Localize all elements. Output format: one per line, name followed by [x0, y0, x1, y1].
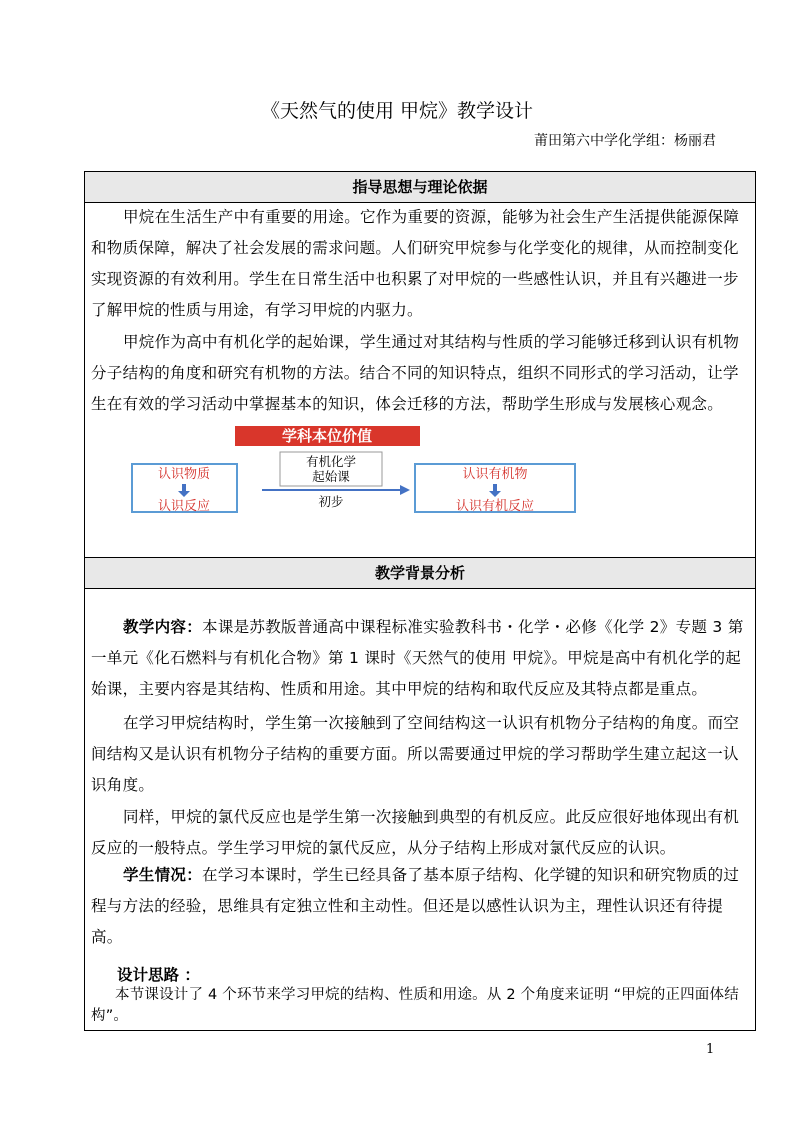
section-heading-guiding: 指导思想与理论依据: [85, 172, 755, 203]
paragraph-design: 本节课设计了 4 个环节来学习甲烷的结构、性质和用途。从 2 个角度来证明 “甲烷的正四面体结构”。: [91, 987, 739, 1024]
student-text: 在学习本课时，学生已经具备了基本原子结构、化学键的知识和研究物质的过程与方法的经验，思维具有定独立性和主动性。但还是以感性认识为主，理性认识还有待提高。: [91, 866, 740, 946]
document-title: 《天然气的使用 甲烷》教学设计: [260, 100, 534, 122]
design-table: [84, 171, 756, 1031]
banner-text: 学科本位价值: [281, 427, 373, 445]
page-number: 1: [706, 1042, 715, 1057]
right-arrow-icon: [400, 485, 410, 495]
section-heading-background: 教学背景分析: [85, 557, 755, 589]
paragraph-content: [91, 612, 749, 705]
paragraph-substitution: 同样，甲烷的氯代反应也是学生第一次接触到典型的有机反应。此反应很好地体现出有机反应的一般特点。学生学习甲烷的氯代反应，从分子结构上形成对氯代反应的认识。: [91, 808, 740, 857]
left-top-text: 认识物质: [157, 467, 211, 482]
paragraph-guiding-2: 甲烷作为高中有机化学的起始课，学生通过对其结构与性质的学习能够迁移到认识有机物分子结构的角度和研究有机物的方法。结合不同的知识特点，组织不同形式的学习活动，让学生在有效的学习活动中掌握基本的知识，体会迁移的方法，帮助学生形成与发展核心观念。: [91, 333, 740, 413]
design-label: 设计思路 ：: [117, 966, 200, 984]
student-label: 学生情况：: [123, 866, 203, 884]
subject-value-diagram: [130, 426, 590, 516]
left-bottom-text: 认识反应: [157, 499, 211, 514]
author-line: 莆田第六中学化学组：杨丽君: [534, 133, 716, 149]
right-top-text: 认识有机物: [462, 467, 528, 482]
middle-top-text: 有机化学: [305, 454, 357, 469]
middle-bottom-text: 初步: [318, 494, 344, 509]
middle-mid-text: 起始课: [312, 469, 350, 484]
paragraph-guiding-1: 甲烷在生活生产中有重要的用途。它作为重要的资源，能够为社会生产生活提供能源保障和物质保障，解决了社会发展的需求问题。人们研究甲烷参与化学变化的规律，从而控制变化实现资源的有效利用。学生在日常生活中也积累了对甲烷的一些感性认识，并且有兴趣进一步了解甲烷的性质与用途，有学习甲烷的内驱力。: [91, 208, 740, 319]
paragraph-structure: 在学习甲烷结构时，学生第一次接触到了空间结构这一认识有机物分子结构的角度。而空间结构又是认识有机物分子结构的重要方面。所以需要通过甲烷的学习帮助学生建立起这一认识角度。: [91, 714, 740, 794]
paragraph-students: [91, 860, 749, 953]
right-bottom-text: 认识有机反应: [455, 499, 535, 514]
content-text: 本课是苏教版普通高中课程标准实验教科书・化学・必修《化学 2》专题 3 第一单元《化石燃料与有机化合物》第 1 课时《天然气的使用 甲烷》。甲烷是高中有机化学的起始课，主要内容是其结构、性质和用途。其中甲烷的结构和取代反应及其特点都是重点。: [91, 618, 744, 698]
content-label: 教学内容：: [123, 618, 203, 636]
